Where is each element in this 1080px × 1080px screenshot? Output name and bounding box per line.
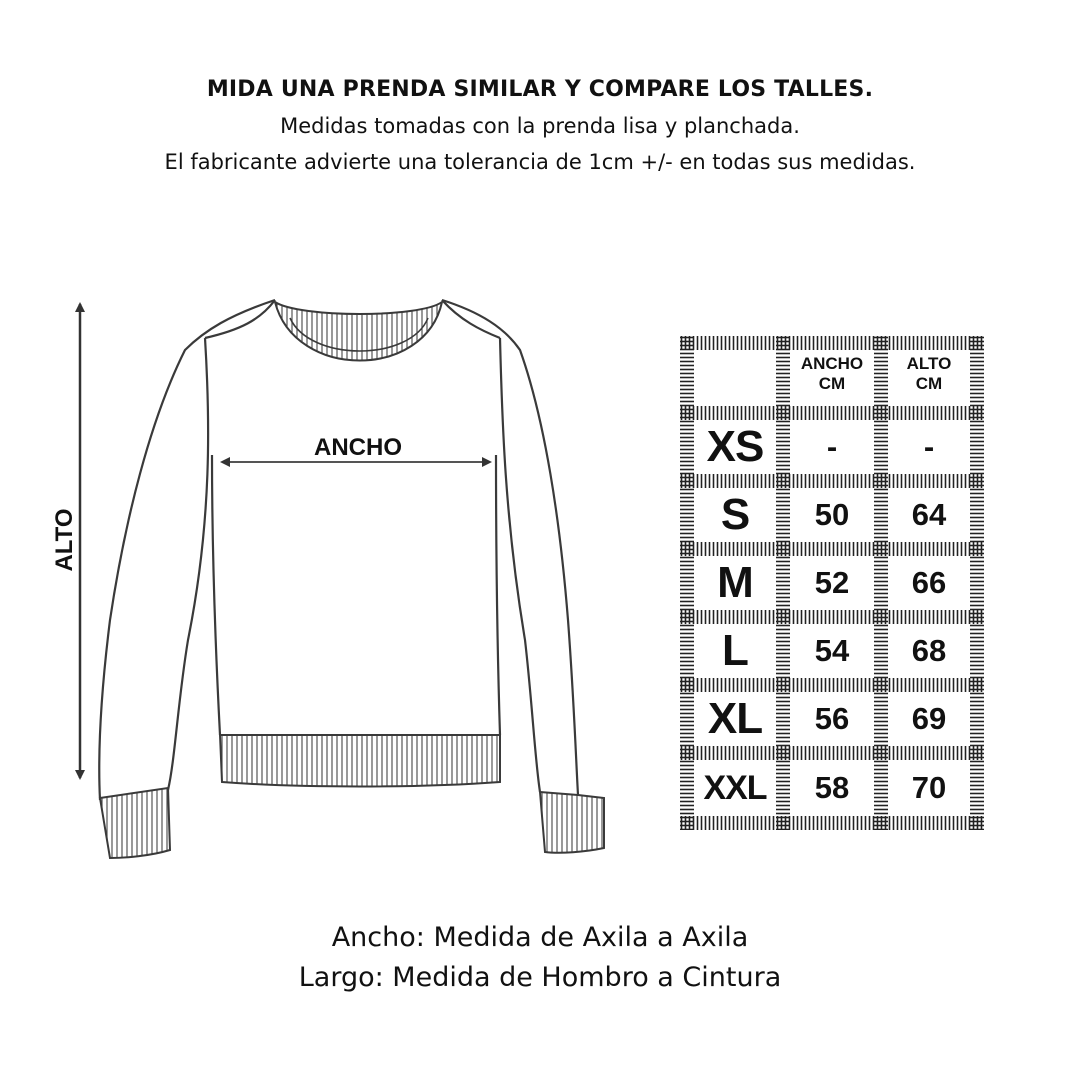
header-ancho-line2: CM <box>818 374 846 393</box>
footer-notes <box>0 918 1080 998</box>
table-row <box>694 420 970 474</box>
alto-label: ALTO <box>51 508 78 572</box>
table-header-alto <box>888 354 970 406</box>
ancho-cell: 52 <box>814 565 850 600</box>
ancho-label: ANCHO <box>314 434 402 461</box>
footer-line-1: Ancho: Medida de Axila a Axila <box>331 922 749 953</box>
waistband <box>220 735 500 787</box>
header-ancho-line1: ANCHO <box>800 354 864 373</box>
size-cell: L <box>722 626 748 675</box>
subtitle-line-2: El fabricante advierte una tolerancia de 1cm +/- en todas sus medidas. <box>164 150 916 174</box>
size-cell: M <box>717 558 753 607</box>
sweater-outline <box>99 300 578 800</box>
ancho-cell: 56 <box>814 701 850 736</box>
header-alto-line2: CM <box>915 374 943 393</box>
page-title: MIDA UNA PRENDA SIMILAR Y COMPARE LOS TALLES. <box>206 77 874 102</box>
ancho-cell: 54 <box>814 633 850 668</box>
alto-cell: 66 <box>911 565 947 600</box>
alto-cell: 70 <box>911 770 947 805</box>
table-row <box>694 624 970 678</box>
footer-line-2: Largo: Medida de Hombro a Cintura <box>298 962 782 993</box>
table-row <box>694 488 970 542</box>
size-table <box>680 336 984 830</box>
collar <box>275 302 442 361</box>
subtitle-line-1: Medidas tomadas con la prenda lisa y planchada. <box>280 114 800 138</box>
alto-cell: 69 <box>911 701 947 736</box>
size-cell: S <box>720 490 750 539</box>
ancho-cell: 58 <box>814 770 850 805</box>
header-alto-line1: ALTO <box>906 354 952 373</box>
size-cell: XL <box>707 694 763 743</box>
ancho-cell: 50 <box>814 497 850 532</box>
table-row <box>694 760 970 816</box>
table-row <box>694 692 970 746</box>
alto-cell: 68 <box>911 633 947 668</box>
size-cell: XXL <box>703 769 767 807</box>
left-cuff <box>100 788 170 858</box>
alto-cell: 64 <box>911 497 947 532</box>
right-cuff <box>540 792 604 853</box>
table-header-ancho <box>790 354 874 406</box>
size-cell: XS <box>706 422 764 471</box>
ancho-cell: - <box>826 429 838 464</box>
alto-cell: - <box>923 429 935 464</box>
table-row <box>694 556 970 610</box>
